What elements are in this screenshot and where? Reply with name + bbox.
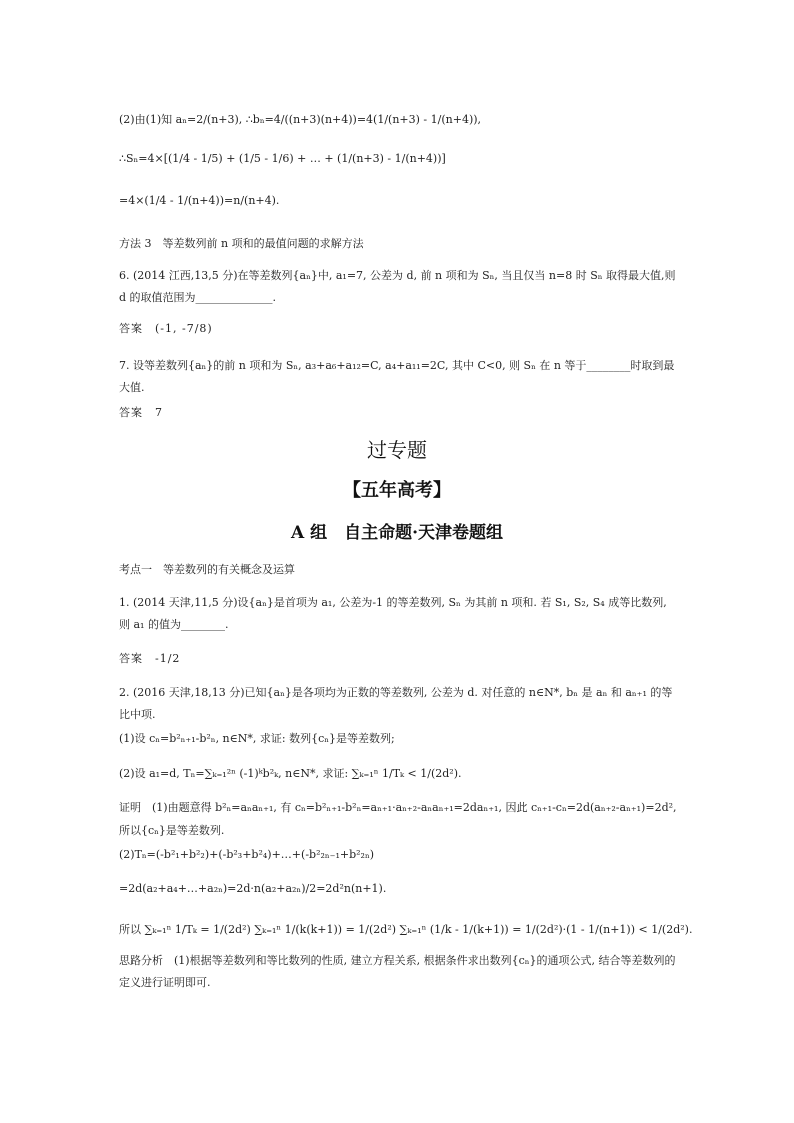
proof-line-4: =2d(a₂+a₄+…+a₂ₙ)=2d·n(a₂+a₂ₙ)/2=2d²n(n+1). [119, 882, 387, 895]
answer-6: 答案 (-1, -7/8) [119, 322, 213, 335]
solution-line-sn: ∴Sₙ=4×[(1/4 - 1/5) + (1/5 - 1/6) + … + (1/(n+3) - 1/(n+4))] [119, 152, 446, 165]
proof-line-5: 所以 ∑ₖ₌₁ⁿ 1/Tₖ = 1/(2d²) ∑ₖ₌₁ⁿ 1/(k(k+1)) = 1/(2d²) ∑ₖ₌₁ⁿ (1/k - 1/(k+1)) = 1/(2d²)·(1 - 1/(n+1)) < 1/(2d²). [119, 923, 693, 936]
method-3-heading: 方法 3 等差数列前 n 项和的最值问题的求解方法 [119, 237, 364, 250]
proof-line-2: 所以{cₙ}是等差数列. [119, 824, 225, 837]
answer-1: 答案 -1/2 [119, 652, 181, 665]
proof-line-3: (2)Tₙ=(-b²₁+b²₂)+(-b²₃+b²₄)+…+(-b²₂ₙ₋₁+b²₂ₙ) [119, 848, 374, 861]
question-2: 2. (2016 天津,18,13 分)已知{aₙ}是各项均为正数的等差数列, 公差为 d. 对任意的 n∈N*, bₙ 是 aₙ 和 aₙ₊₁ 的等比中项. [119, 686, 673, 721]
analysis-paragraph: 思路分析 (1)根据等差数列和等比数列的性质, 建立方程关系, 根据条件求出数列{cₙ}的通项公式, 结合等差数列的定义进行证明即可. [119, 954, 676, 989]
question-6: 6. (2014 江西,13,5 分)在等差数列{aₙ}中, a₁=7, 公差为 d, 前 n 项和为 Sₙ, 当且仅当 n=8 时 Sₙ 取得最大值,则 d 的取值范围为______________. [119, 269, 676, 304]
section-title-five-years: 【五年高考】 [343, 480, 451, 501]
question-2-part-1: (1)设 cₙ=b²ₙ₊₁-b²ₙ, n∈N*, 求证: 数列{cₙ}是等差数列; [119, 732, 395, 745]
question-2-part-2: (2)设 a₁=d, Tₙ=∑ₖ₌₁²ⁿ (-1)ᵏb²ₖ, n∈N*, 求证: ∑ₖ₌₁ⁿ 1/Tₖ < 1/(2d²). [119, 767, 462, 780]
solution-line-result: =4×(1/4 - 1/(n+4))=n/(n+4). [119, 194, 280, 207]
solution-line-an-bn: (2)由(1)知 aₙ=2/(n+3), ∴bₙ=4/((n+3)(n+4))=4(1/(n+3) - 1/(n+4)), [119, 113, 482, 126]
answer-7: 答案 7 [119, 406, 163, 419]
kaodian-1-heading: 考点一 等差数列的有关概念及运算 [119, 563, 295, 576]
section-title-special: 过专题 [367, 438, 427, 462]
question-1: 1. (2014 天津,11,5 分)设{aₙ}是首项为 a₁, 公差为-1 的等差数列, Sₙ 为其前 n 项和. 若 S₁, S₂, S₄ 成等比数列, 则 a₁ 的值为________. [119, 596, 667, 631]
question-7: 7. 设等差数列{aₙ}的前 n 项和为 Sₙ, a₃+a₆+a₁₂=C, a₄+a₁₁=2C, 其中 C<0, 则 Sₙ 在 n 等于________时取到最大值. [119, 359, 675, 394]
section-title-group-a: A 组 自主命题·天津卷题组 [290, 523, 504, 543]
proof-line-1: 证明 (1)由题意得 b²ₙ=aₙaₙ₊₁, 有 cₙ=b²ₙ₊₁-b²ₙ=aₙ₊₁·aₙ₊₂-aₙaₙ₊₁=2daₙ₊₁, 因此 cₙ₊₁-cₙ=2d(aₙ₊₂-aₙ₊₁)=2d², [119, 801, 677, 814]
